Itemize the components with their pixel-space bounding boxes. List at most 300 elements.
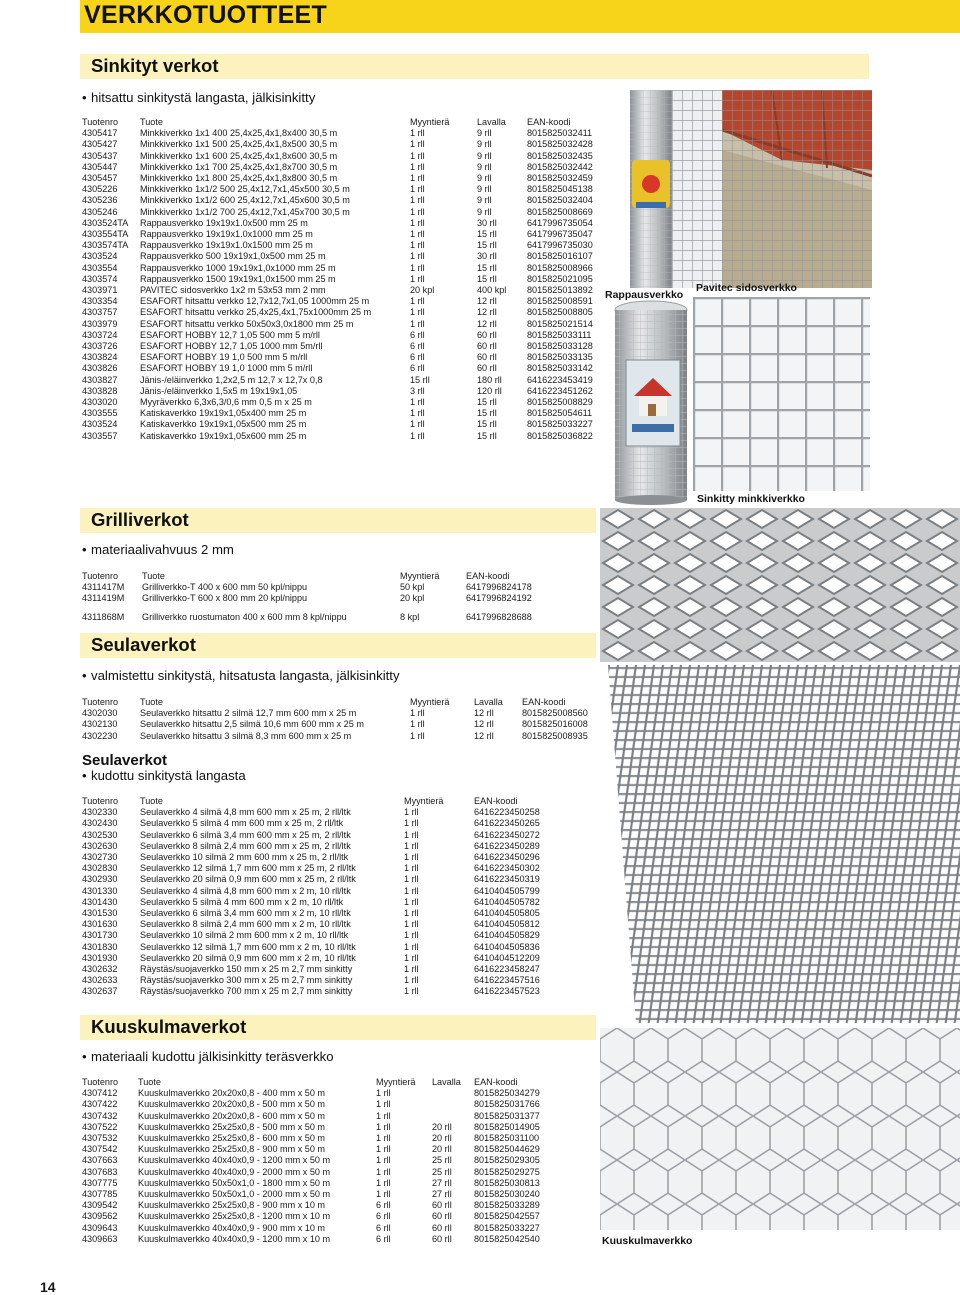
col-header: EAN-koodi — [527, 117, 571, 127]
table-row — [82, 886, 554, 897]
col-header: EAN-koodi — [466, 571, 510, 581]
table-cell: 8015825032459 — [527, 173, 593, 184]
table-cell: 9 rll — [477, 150, 492, 161]
table-row — [82, 1144, 554, 1155]
table-cell: 60 rll — [477, 363, 497, 374]
table-cell: 4303557 — [82, 430, 118, 441]
table-cell: 8015825054611 — [527, 408, 593, 419]
table-cell: 6416223450265 — [474, 818, 540, 829]
table-cell: 1 rll — [410, 307, 425, 318]
table-cell: 4303724 — [82, 329, 118, 340]
table-cell: 4302730 — [82, 852, 118, 863]
table-cell: Kuuskulmaverkko 40x40x0,9 - 2000 mm x 50 m — [138, 1166, 331, 1177]
table-cell: Kuuskulmaverkko 25x25x0,8 - 500 mm x 50 m — [138, 1121, 326, 1132]
table-cell: 1 rll — [410, 419, 425, 430]
table-cell: Kuuskulmaverkko 25x25x0,8 - 900 mm x 10 m — [138, 1200, 326, 1211]
seula-kudottu-bullet — [82, 768, 246, 783]
table-row — [82, 218, 607, 229]
table-cell: 4302130 — [82, 719, 118, 730]
table-cell: 1 rll — [404, 952, 419, 963]
table-cell: 15 rll — [477, 430, 497, 441]
table-cell: Seulaverkko 20 silmä 0,9 mm 600 mm x 25 m, 2 rll/ltk — [140, 874, 356, 885]
col-header: Myyntierä — [400, 571, 440, 581]
table-cell: 27 rll — [432, 1189, 452, 1200]
table-cell: 4309562 — [82, 1211, 118, 1222]
table-cell: 8015825008805 — [527, 307, 593, 318]
page-header — [80, 0, 960, 33]
table-cell: 1 rll — [410, 206, 425, 217]
table-cell: 30 rll — [477, 217, 497, 228]
table-row — [82, 263, 607, 274]
table-cell: 1 rll — [410, 161, 425, 172]
table-cell: 8015825030240 — [474, 1189, 540, 1200]
table-row — [82, 874, 554, 885]
table-cell: 12 rll — [477, 296, 497, 307]
table-cell: Rappausverkko 500 19x19x1,0x500 mm 25 m — [140, 251, 326, 262]
table-cell: 8015825030813 — [474, 1177, 540, 1188]
table-cell: 4303726 — [82, 341, 118, 352]
table-row — [82, 397, 607, 408]
table-cell: 6 rll — [376, 1211, 391, 1222]
table-cell: 12 rll — [477, 307, 497, 318]
table-cell: 6416223450302 — [474, 863, 540, 874]
table-cell: 4303574TA — [82, 240, 129, 251]
table-cell: 1 rll — [404, 885, 419, 896]
bullet-icon: • — [82, 542, 87, 557]
table-cell: 8015825021095 — [527, 273, 593, 284]
table-cell: Rappausverkko 1500 19x19x1,0x1500 mm 25 m — [140, 273, 336, 284]
table-cell: 1 rll — [404, 840, 419, 851]
table-cell: 4305226 — [82, 184, 118, 195]
table-cell: 4303020 — [82, 397, 118, 408]
table-cell: Seulaverkko 5 silmä 4 mm 600 mm x 25 m, 2 rll/ltk — [140, 818, 344, 829]
table-row — [82, 919, 554, 930]
table-cell: 6 rll — [410, 341, 425, 352]
table-cell: 1 rll — [376, 1133, 391, 1144]
caption-rappaus: Rappausverkko — [605, 289, 684, 301]
col-header: Myyntierä — [376, 1077, 416, 1087]
table-cell: 8015825044629 — [474, 1144, 540, 1155]
table-row — [82, 1122, 554, 1133]
table-cell: ESAFORT HOBBY 19 1,0 1000 mm 5 m/rll — [140, 363, 313, 374]
table-cell: 6416223457523 — [474, 986, 540, 997]
table-header-row — [82, 697, 602, 708]
table-cell: 8015825033128 — [527, 341, 593, 352]
table-cell: 8015825032428 — [527, 139, 593, 150]
table-cell: 60 rll — [432, 1211, 452, 1222]
table-cell: Seulaverkko 12 silmä 1,7 mm 600 mm x 2 m, 10 rll/ltk — [140, 941, 356, 952]
table-row — [82, 719, 602, 730]
kuusikulma-photo — [600, 1028, 960, 1230]
col-header: Myyntierä — [404, 796, 444, 806]
seula-bullet-text: valmistettu sinkitystä, hitsatusta langasta, jälkisinkitty — [91, 668, 400, 683]
table-cell: 4303828 — [82, 385, 118, 396]
table-row — [82, 330, 607, 341]
table-row — [82, 582, 546, 593]
table-row — [82, 986, 554, 997]
table-cell: 1 rll — [410, 730, 425, 741]
table-cell: 8015825008669 — [527, 206, 593, 217]
table-row — [82, 240, 607, 251]
table-cell: 8015825021514 — [527, 318, 593, 329]
table-cell: 1 rll — [376, 1110, 391, 1121]
table-cell: Seulaverkko 12 silmä 1,7 mm 600 mm x 25 m, 2 rll/ltk — [140, 863, 356, 874]
table-cell: 1 rll — [404, 829, 419, 840]
table-cell: 4301930 — [82, 952, 118, 963]
col-header: Tuote — [140, 796, 163, 806]
table-cell: 1 rll — [410, 217, 425, 228]
table-cell: 4309663 — [82, 1233, 118, 1244]
table-cell: 1 rll — [376, 1177, 391, 1188]
table-cell: 15 rll — [477, 262, 497, 273]
table-cell: Rappausverkko 1000 19x19x1,0x1000 mm 25 m — [140, 262, 336, 273]
table-cell: Grilliverkko ruostumaton 400 x 600 mm 8 kpl/nippu — [142, 611, 347, 622]
table-cell: ESAFORT HOBBY 12,7 1,05 500 mm 5 m/rll — [140, 329, 320, 340]
table-cell: 4303979 — [82, 318, 118, 329]
col-header: Tuotenro — [82, 796, 119, 806]
col-header: Tuote — [140, 117, 163, 127]
table-cell: 8015825033135 — [527, 352, 593, 363]
table-cell: 6 rll — [376, 1222, 391, 1233]
table-cell: 4305417 — [82, 128, 118, 139]
section-title-sinkitut: Sinkityt verkot — [91, 55, 219, 76]
table-header-row — [82, 1077, 554, 1088]
table-cell: 1 rll — [410, 708, 425, 719]
table-cell: 4307775 — [82, 1177, 118, 1188]
table-header-row — [82, 796, 554, 807]
table-cell: 4301630 — [82, 919, 118, 930]
table-cell: Räystäs/suojaverkko 150 mm x 25 m 2,7 mm sinkitty — [140, 964, 353, 975]
table-cell: 4307522 — [82, 1121, 118, 1132]
table-cell: 8015825042557 — [474, 1211, 540, 1222]
table-cell: Seulaverkko 8 silmä 2,4 mm 600 mm x 2 m, 10 rll/ltk — [140, 919, 351, 930]
table-row — [82, 818, 554, 829]
table-row — [82, 195, 607, 206]
table-cell: 1 rll — [410, 408, 425, 419]
table-cell: 8015825008829 — [527, 397, 593, 408]
table-cell: 4301330 — [82, 885, 118, 896]
table-cell: Seulaverkko 10 silmä 2 mm 600 mm x 25 m, 2 rll/ltk — [140, 852, 349, 863]
table-cell: 1 rll — [410, 195, 425, 206]
table-cell: 8 kpl — [400, 611, 420, 622]
col-header: Tuotenro — [82, 571, 119, 581]
table-cell: 1 rll — [376, 1189, 391, 1200]
table-row — [82, 274, 607, 285]
col-header: Lavalla — [432, 1077, 461, 1087]
table-cell: 4307412 — [82, 1088, 118, 1099]
table-cell: 4303554 — [82, 262, 118, 273]
table-cell: 4303524TA — [82, 217, 129, 228]
sinkitut-table — [82, 117, 607, 442]
table-cell: 8015825042540 — [474, 1233, 540, 1244]
table-cell: 4305236 — [82, 195, 118, 206]
table-cell: Seulaverkko 5 silmä 4 mm 600 mm x 2 m, 10 rll/ltk — [140, 896, 344, 907]
table-cell: Kuuskulmaverkko 40x40x0,9 - 1200 mm x 10 m — [138, 1233, 331, 1244]
seula-kudottu-table — [82, 796, 554, 998]
table-cell: Kuuskulmaverkko 50x50x1,0 - 2000 mm x 50 m — [138, 1189, 331, 1200]
table-cell: 6410404505799 — [474, 885, 540, 896]
table-cell: Myyräverkko 6,3x6,3/0,6 mm 0,5 m x 25 m — [140, 397, 312, 408]
table-cell: Grilliverkko-T 400 x 600 mm 50 kpl/nippu — [142, 582, 308, 593]
table-cell: 1 rll — [404, 975, 419, 986]
pavitec-photo — [693, 297, 870, 491]
table-cell: 1 rll — [410, 296, 425, 307]
table-cell: 1 rll — [410, 430, 425, 441]
table-cell: Grilliverkko-T 600 x 800 mm 20 kpl/nippu — [142, 593, 308, 604]
table-row — [82, 1133, 554, 1144]
table-cell: 1 rll — [376, 1099, 391, 1110]
section-title-kuusikulma: Kuuskulmaverkot — [91, 1016, 247, 1037]
bullet-icon: • — [82, 768, 87, 783]
table-cell: 4302630 — [82, 840, 118, 851]
table-cell: 6416223457516 — [474, 975, 540, 986]
table-row — [82, 296, 607, 307]
table-cell — [432, 1088, 474, 1099]
table-cell: 4301530 — [82, 908, 118, 919]
table-cell: 60 rll — [432, 1222, 452, 1233]
table-cell: ESAFORT hitsattu verkko 25,4x25,4x1,75x1000mm 25 m — [140, 307, 372, 318]
table-cell: 15 rll — [477, 240, 497, 251]
table-cell: Räystäs/suojaverkko 300 mm x 25 m 2,7 mm sinkitty — [140, 975, 353, 986]
table-cell: 1 rll — [404, 896, 419, 907]
table-cell: 6 rll — [376, 1200, 391, 1211]
col-header: Tuotenro — [82, 117, 119, 127]
table-row — [82, 863, 554, 874]
table-cell: 1 rll — [410, 262, 425, 273]
table-row — [82, 251, 607, 262]
table-cell: ESAFORT hitsattu verkko 12,7x12,7x1,05 1000mm 25 m — [140, 296, 370, 307]
bullet-icon: • — [82, 90, 87, 105]
table-cell: 8015825008591 — [527, 296, 593, 307]
table-cell: 50 kpl — [400, 582, 425, 593]
section-title-seula-kudottu: Seulaverkot — [82, 752, 168, 769]
table-cell: 60 rll — [477, 329, 497, 340]
table-cell: 4307532 — [82, 1133, 118, 1144]
grilli-bullet-text: materiaalivahvuus 2 mm — [91, 542, 234, 557]
table-cell: 8015825014905 — [474, 1121, 540, 1132]
table-cell: 20 rll — [432, 1144, 452, 1155]
table-row — [82, 173, 607, 184]
section-bar-kuusikulma — [80, 1015, 596, 1040]
col-header: Tuote — [138, 1077, 161, 1087]
table-cell: 6 rll — [410, 329, 425, 340]
table-cell: 4303524 — [82, 251, 118, 262]
table-cell: 8015825032442 — [527, 161, 593, 172]
table-row — [82, 897, 554, 908]
table-cell: 6416223450272 — [474, 829, 540, 840]
table-cell: 9 rll — [477, 184, 492, 195]
table-cell: 12 rll — [474, 730, 494, 741]
table-cell: 6410404505836 — [474, 941, 540, 952]
grilli-table — [82, 571, 546, 623]
table-cell: Seulaverkko 20 silmä 0,9 mm 600 mm x 2 m, 10 rll/ltk — [140, 952, 356, 963]
table-cell: Minkkiverkko 1x1/2 600 25,4x12,7x1,45x600 30,5 m — [140, 195, 350, 206]
table-row — [82, 229, 607, 240]
table-cell: Minkkiverkko 1x1/2 500 25,4x12,7x1,45x500 30,5 m — [140, 184, 350, 195]
table-row — [82, 431, 607, 442]
bullet-icon: • — [82, 1049, 87, 1064]
table-cell: 6410404512209 — [474, 952, 540, 963]
table-cell: 4305457 — [82, 173, 118, 184]
table-cell: Minkkiverkko 1x1 800 25,4x25,4x1,8x800 30,5 m — [140, 173, 338, 184]
table-cell: 4307422 — [82, 1099, 118, 1110]
table-cell: Kuuskulmaverkko 25x25x0,8 - 1200 mm x 10 m — [138, 1211, 331, 1222]
table-cell: 8015825013892 — [527, 285, 593, 296]
section-title-seula: Seulaverkot — [91, 634, 196, 655]
table-cell: 1 rll — [376, 1166, 391, 1177]
table-cell: 15 rll — [410, 374, 430, 385]
table-cell: 60 rll — [432, 1200, 452, 1211]
table-cell: 9 rll — [477, 161, 492, 172]
table-cell: 4303554TA — [82, 229, 129, 240]
table-cell: 60 rll — [477, 352, 497, 363]
table-row — [82, 307, 607, 318]
table-cell: Kuuskulmaverkko 40x40x0,9 - 1200 mm x 50 m — [138, 1155, 331, 1166]
table-cell: 8015825033227 — [474, 1222, 540, 1233]
table-cell: Seulaverkko hitsattu 2 silmä 12,7 mm 600 mm x 25 m — [140, 708, 357, 719]
table-cell: 1 rll — [376, 1144, 391, 1155]
table-cell: 6410404505805 — [474, 908, 540, 919]
table-cell: 4302030 — [82, 708, 118, 719]
table-cell: Minkkiverkko 1x1 400 25,4x25,4x1,8x400 30,5 m — [140, 128, 338, 139]
section-bar-seula — [80, 633, 596, 658]
table-cell: 8015825032404 — [527, 195, 593, 206]
table-cell: 30 rll — [477, 251, 497, 262]
kuusikulma-table — [82, 1077, 554, 1245]
table-row — [82, 352, 607, 363]
table-cell: Kuuskulmaverkko 20x20x0,8 - 600 mm x 50 m — [138, 1110, 326, 1121]
table-cell: 3 rll — [410, 385, 425, 396]
table-cell: 8015825029305 — [474, 1155, 540, 1166]
table-cell: 6416223451262 — [527, 385, 593, 396]
table-cell: 1 rll — [404, 941, 419, 952]
table-cell: Seulaverkko 6 silmä 3,4 mm 600 mm x 2 m, 10 rll/ltk — [140, 908, 351, 919]
table-cell: 1 rll — [410, 173, 425, 184]
table-cell: 4303824 — [82, 352, 118, 363]
table-cell: 1 rll — [410, 184, 425, 195]
table-row — [82, 852, 554, 863]
seula-kudottu-bullet-text: kudottu sinkitystä langasta — [91, 768, 246, 783]
table-cell: Kuuskulmaverkko 40x40x0,9 - 900 mm x 10 m — [138, 1222, 326, 1233]
table-header-row — [82, 571, 546, 582]
table-cell: 4311419M — [82, 593, 125, 604]
table-cell: 9 rll — [477, 195, 492, 206]
table-cell: 6417996824192 — [466, 593, 532, 604]
table-cell: 20 kpl — [400, 593, 425, 604]
table-cell: 15 rll — [477, 419, 497, 430]
col-header: Lavalla — [474, 697, 503, 707]
table-cell: 1 rll — [376, 1088, 391, 1099]
table-cell: 8015825036822 — [527, 430, 593, 441]
table-cell: 120 rll — [477, 385, 502, 396]
table-row — [82, 408, 607, 419]
table-cell: 1 rll — [404, 919, 419, 930]
table-cell: 20 rll — [432, 1133, 452, 1144]
table-cell: 6 rll — [410, 352, 425, 363]
table-cell: Seulaverkko 6 silmä 3,4 mm 600 mm x 25 m, 2 rll/ltk — [140, 829, 351, 840]
table-row — [82, 1099, 554, 1110]
table-cell: 8015825031377 — [474, 1110, 540, 1121]
section-bar-grilli — [80, 508, 596, 533]
table-cell: 8015825016008 — [522, 719, 588, 730]
table-header-row — [82, 117, 607, 128]
table-cell: 8015825032435 — [527, 150, 593, 161]
table-cell: 4301730 — [82, 930, 118, 941]
table-cell: 8015825008966 — [527, 262, 593, 273]
table-cell: Rappausverkko 19x19x1.0x1000 mm 25 m — [140, 229, 313, 240]
table-cell: 6417996735047 — [527, 229, 593, 240]
table-cell: 20 kpl — [410, 285, 435, 296]
table-row — [82, 1223, 554, 1234]
table-cell — [432, 1111, 474, 1122]
table-cell: 1 rll — [404, 818, 419, 829]
table-cell: 9 rll — [477, 139, 492, 150]
table-cell: 8015825016107 — [527, 251, 593, 262]
table-cell: 4303555 — [82, 408, 118, 419]
table-row — [82, 708, 602, 719]
table-cell: 8015825033289 — [474, 1200, 540, 1211]
table-cell: Kuuskulmaverkko 25x25x0,8 - 900 mm x 50 m — [138, 1144, 326, 1155]
table-cell: 6 rll — [410, 363, 425, 374]
table-row — [82, 341, 607, 352]
table-cell: 4303574 — [82, 273, 118, 284]
table-cell: 8015825033142 — [527, 363, 593, 374]
table-cell: 1 rll — [376, 1155, 391, 1166]
table-row — [82, 830, 554, 841]
table-cell: 1 rll — [410, 251, 425, 262]
table-row — [82, 319, 607, 330]
table-cell: 1 rll — [410, 139, 425, 150]
table-row — [82, 375, 607, 386]
table-cell: Kuuskulmaverkko 20x20x0,8 - 500 mm x 50 m — [138, 1099, 326, 1110]
col-header: EAN-koodi — [522, 697, 566, 707]
table-row — [82, 953, 554, 964]
table-cell: 4301830 — [82, 941, 118, 952]
table-cell: 6416223458247 — [474, 964, 540, 975]
table-cell: 4302637 — [82, 986, 118, 997]
table-cell: 12 rll — [474, 708, 494, 719]
table-cell: Jänis-/eläinverkko 1,2x2,5 m 12,7 x 12,7x 0,8 — [140, 374, 323, 385]
table-cell: 6410404505782 — [474, 896, 540, 907]
table-row — [82, 1088, 554, 1099]
table-cell: 1 rll — [404, 908, 419, 919]
table-cell: Katiskaverkko 19x19x1,05x400 mm 25 m — [140, 408, 307, 419]
table-cell: 4305246 — [82, 206, 118, 217]
table-cell: 4307542 — [82, 1144, 118, 1155]
table-cell: 4307683 — [82, 1166, 118, 1177]
table-row — [82, 731, 602, 742]
table-cell: 6416223450296 — [474, 852, 540, 863]
table-row — [82, 1111, 554, 1122]
table-cell: 9 rll — [477, 173, 492, 184]
table-cell: 6416223450319 — [474, 874, 540, 885]
table-cell: 1 rll — [410, 229, 425, 240]
table-cell: Kuuskulmaverkko 25x25x0,8 - 600 mm x 50 m — [138, 1133, 326, 1144]
table-cell: 25 rll — [432, 1155, 452, 1166]
table-cell: 8015825034279 — [474, 1088, 540, 1099]
table-cell: Seulaverkko hitsattu 2,5 silmä 10,6 mm 600 mm x 25 m — [140, 719, 364, 730]
rappaus-photo — [622, 90, 872, 288]
table-cell: 4303826 — [82, 363, 118, 374]
table-cell: 4303354 — [82, 296, 118, 307]
table-cell: 9 rll — [477, 128, 492, 139]
col-header: Myyntierä — [410, 697, 450, 707]
table-cell: Seulaverkko 4 silmä 4,8 mm 600 mm x 2 m, 10 rll/ltk — [140, 885, 351, 896]
table-cell: 6416223450289 — [474, 840, 540, 851]
table-cell: 4307785 — [82, 1189, 118, 1200]
seula-hitsattu-table — [82, 697, 602, 742]
table-row — [82, 363, 607, 374]
